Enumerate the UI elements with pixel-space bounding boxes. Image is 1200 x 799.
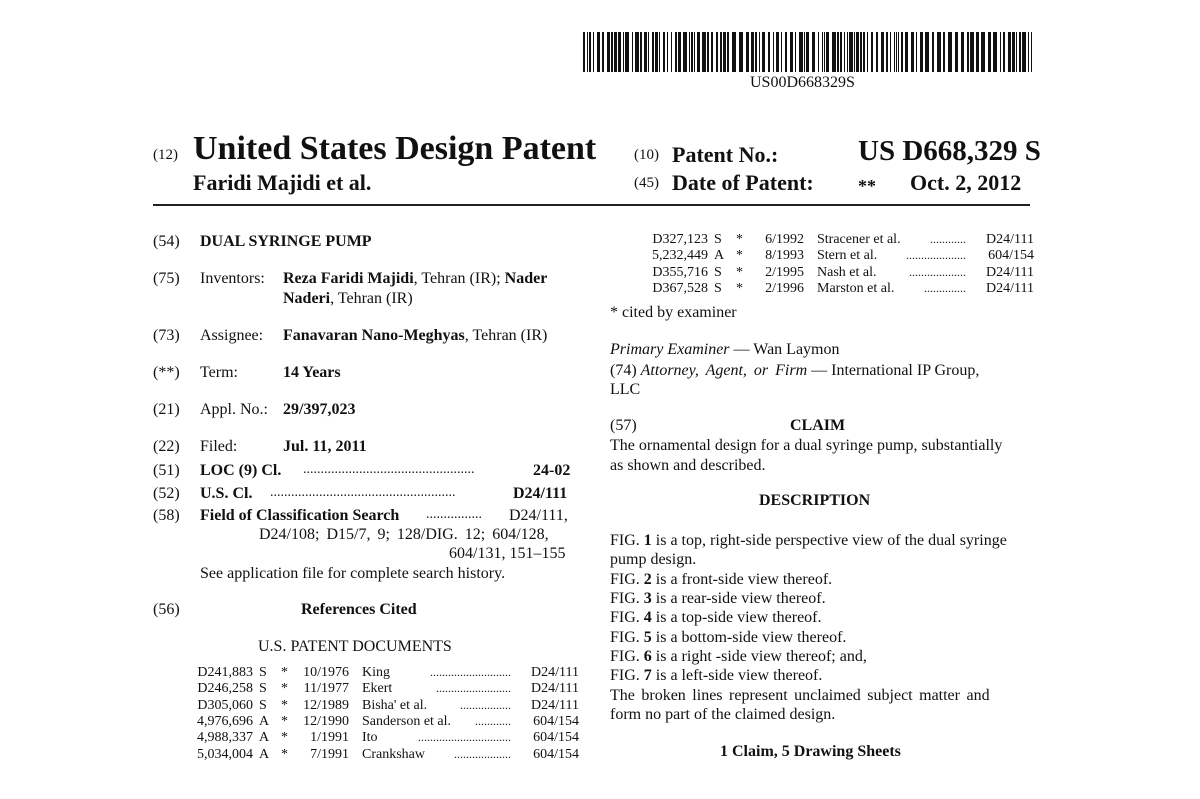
ref-date: 11/1977	[303, 681, 349, 697]
barcode-bar	[675, 32, 677, 72]
barcode-bar	[837, 32, 839, 72]
claim-code: (57)	[610, 417, 637, 434]
ref-name: Bisha' et al.	[362, 697, 428, 713]
barcode-bar	[948, 32, 952, 72]
fig1-line-1: FIG. 1 is a top, right-side perspective view of the dual syringe	[610, 532, 1007, 549]
barcode-bar	[720, 32, 722, 72]
ref-star: *	[736, 248, 743, 264]
barcode-bar	[806, 32, 809, 72]
ref-num: 5,232,449	[652, 248, 708, 264]
ref-date: 10/1976	[303, 665, 349, 680]
barcode-bar	[1003, 32, 1005, 72]
barcode-bar	[955, 32, 958, 72]
claim-heading: CLAIM	[790, 417, 846, 434]
barcode-bar	[876, 32, 878, 72]
barcode-bar	[607, 32, 610, 72]
ref-cls: D24/111	[531, 697, 579, 713]
barcode-bar	[840, 32, 842, 72]
barcode-bar	[896, 32, 897, 72]
ref-kind: S	[259, 681, 267, 697]
barcode-bar	[961, 32, 964, 72]
ref-cls: 604/154	[988, 248, 1034, 264]
ref-dots: ..............	[924, 280, 966, 295]
barcode-bar	[632, 32, 633, 72]
uscl-label: U.S. Cl.	[200, 485, 253, 502]
ref-dots: ............	[475, 713, 511, 728]
ref-num: D367,528	[652, 280, 708, 296]
ref-name: Ito	[362, 730, 378, 746]
broken-lines-2: form no part of the claimed design.	[610, 706, 836, 723]
uscl-code: (52)	[153, 485, 180, 502]
barcode-bar	[755, 32, 757, 72]
barcode-bar	[894, 32, 895, 72]
ref-star: *	[736, 232, 743, 247]
ref-date: 7/1991	[310, 746, 349, 762]
fig7-line: FIG. 7 is a left-side view thereof.	[610, 667, 823, 684]
ref-kind: A	[259, 730, 270, 746]
barcode-bar	[614, 32, 617, 72]
reference-row	[189, 665, 579, 683]
claim-text-1: The ornamental design for a dual syringe pump, substantially	[610, 437, 1003, 454]
barcode-bar	[920, 32, 923, 72]
doc-type-code: (12)	[153, 147, 178, 163]
field-dots: ................	[426, 507, 482, 522]
barcode-bar	[597, 32, 600, 72]
ref-dots: ....................	[906, 248, 966, 263]
filed-code: (22)	[153, 438, 180, 455]
barcode-bar	[652, 32, 654, 72]
barcode-bar	[732, 32, 736, 72]
field-note: See application file for complete search history.	[200, 565, 506, 582]
field-line-2: D24/108; D15/7, 9; 128/DIG. 12; 604/128,	[259, 526, 549, 543]
barcode-bar	[854, 32, 855, 72]
barcode-bar	[768, 32, 770, 72]
barcode-bar	[702, 32, 706, 72]
barcode-bar	[727, 32, 729, 72]
barcode-bar	[723, 32, 726, 72]
barcode-bar	[1019, 32, 1021, 72]
barcode-bar	[785, 32, 787, 72]
barcode-bar	[1022, 32, 1026, 72]
ref-name: Stern et al.	[817, 248, 878, 264]
ref-date: 12/1990	[303, 713, 349, 729]
barcode-bar	[886, 32, 888, 72]
ref-dots: ...............................	[418, 730, 511, 745]
ref-name: Ekert	[362, 681, 393, 697]
ref-date: 2/1995	[765, 264, 804, 280]
ref-num: D327,123	[652, 232, 708, 247]
filed-label: Filed:	[200, 438, 238, 455]
barcode-bar	[804, 32, 805, 72]
ref-dots: .........................	[436, 681, 511, 696]
ref-name: Stracener et al.	[817, 232, 901, 247]
attorney-line-1: (74) Attorney, Agent, or Firm — International IP Group,	[610, 362, 980, 379]
ref-star: *	[281, 665, 288, 680]
inventors-label: Inventors:	[200, 270, 265, 287]
doc-type: United States Design Patent	[193, 130, 597, 167]
ref-name: Sanderson et al.	[362, 713, 452, 729]
barcode-bar	[860, 32, 862, 72]
ref-name: Crankshaw	[362, 746, 425, 762]
ref-num: D241,883	[197, 665, 253, 680]
barcode-bar	[970, 32, 974, 72]
appl-label: Appl. No.:	[200, 401, 268, 418]
header-rule	[153, 204, 1030, 206]
reference-row	[644, 248, 1034, 266]
reference-row	[189, 681, 579, 699]
barcode-bar	[623, 32, 624, 72]
barcode-bar	[640, 32, 642, 72]
cited-note: * cited by examiner	[610, 304, 737, 321]
barcode-bar	[832, 32, 836, 72]
barcode-bar	[943, 32, 945, 72]
barcode-bar	[799, 32, 803, 72]
claims-sheets-footer: 1 Claim, 5 Drawing Sheets	[720, 743, 901, 760]
barcode-bar	[981, 32, 985, 72]
applicant: Faridi Majidi et al.	[193, 170, 372, 195]
title-code: (54)	[153, 233, 180, 250]
barcode-bar	[655, 32, 658, 72]
ref-num: D246,258	[197, 681, 253, 697]
barcode-bar	[847, 32, 848, 72]
references-code: (56)	[153, 601, 180, 618]
fig4-line: FIG. 4 is a top-side view thereof.	[610, 609, 822, 626]
ref-kind: S	[259, 665, 267, 680]
barcode-bar	[602, 32, 604, 72]
ref-num: 4,988,337	[197, 730, 253, 746]
ref-dots: .................	[460, 697, 511, 712]
barcode-bar	[689, 32, 690, 72]
barcode-bar	[716, 32, 718, 72]
barcode-bar	[905, 32, 908, 72]
ref-date: 6/1992	[765, 232, 804, 247]
barcode-bar	[844, 32, 845, 72]
barcode-bar	[776, 32, 779, 72]
ref-cls: D24/111	[986, 280, 1034, 296]
barcode-bar	[683, 32, 687, 72]
ref-cls: D24/111	[986, 264, 1034, 280]
barcode-bar	[790, 32, 793, 72]
barcode-bar	[678, 32, 681, 72]
barcode-bar	[849, 32, 853, 72]
barcode-bar	[898, 32, 899, 72]
ref-name: Nash et al.	[817, 264, 877, 280]
barcode-bar	[711, 32, 713, 72]
barcode-bar	[863, 32, 865, 72]
ref-dots: ...................	[454, 746, 511, 761]
ref-star: *	[736, 280, 743, 296]
barcode-bar	[589, 32, 591, 72]
ref-kind: S	[714, 264, 722, 280]
ref-dots: ............	[930, 232, 966, 246]
barcode-bar	[663, 32, 665, 72]
ref-cls: 604/154	[533, 713, 579, 729]
ref-num: D355,716	[652, 264, 708, 280]
barcode-bar	[691, 32, 693, 72]
ref-name: Marston et al.	[817, 280, 895, 296]
barcode-bar	[818, 32, 819, 72]
reference-row	[644, 265, 1034, 283]
filed-value: Jul. 11, 2011	[283, 438, 367, 455]
barcode-bar	[667, 32, 668, 72]
loc-code: (51)	[153, 462, 180, 479]
ref-kind: S	[714, 232, 722, 247]
reference-row	[189, 698, 579, 716]
references-heading: References Cited	[301, 601, 417, 618]
patent-no-label: Patent No.:	[672, 142, 779, 167]
broken-lines-1: The broken lines represent unclaimed subject matter and	[610, 687, 990, 704]
ref-dots: ...................	[909, 264, 966, 279]
barcode-bar	[694, 32, 695, 72]
barcode-bar	[967, 32, 969, 72]
ref-num: 5,034,004	[197, 746, 253, 762]
term-code: (**)	[153, 364, 180, 381]
barcode-bar	[635, 32, 639, 72]
ref-star: *	[281, 713, 288, 729]
appl-code: (21)	[153, 401, 180, 418]
ref-cls: D24/111	[531, 681, 579, 697]
ref-name: King	[362, 665, 390, 680]
field-label: Field of Classification Search	[200, 507, 400, 524]
ref-date: 2/1996	[765, 280, 804, 296]
loc-dots: .................................................	[303, 462, 475, 477]
inventors-line-1: Reza Faridi Majidi, Tehran (IR); Nader	[283, 270, 548, 287]
uscl-value: D24/111	[513, 485, 568, 502]
patent-title: DUAL SYRINGE PUMP	[200, 233, 372, 250]
reference-row	[189, 714, 579, 732]
barcode-bar	[901, 32, 903, 72]
ref-kind: A	[259, 746, 270, 762]
barcode-bar	[587, 32, 588, 72]
ref-date: 12/1989	[303, 697, 349, 713]
barcode-bar	[648, 32, 649, 72]
barcode-bar	[881, 32, 884, 72]
barcode-bar	[751, 32, 754, 72]
inventors-line-2: Naderi, Tehran (IR)	[283, 290, 413, 307]
ref-star: *	[281, 730, 288, 746]
field-code: (58)	[153, 507, 180, 524]
barcode-bar	[659, 32, 660, 72]
ref-cls: 604/154	[533, 746, 579, 762]
ref-star: *	[281, 681, 288, 697]
ref-cls: D24/111	[531, 665, 579, 680]
barcode-bar	[1012, 32, 1015, 72]
assignee-value: Fanavaran Nano-Meghyas, Tehran (IR)	[283, 327, 548, 344]
field-line-1-end: D24/111,	[509, 507, 568, 524]
ref-kind: A	[714, 248, 725, 264]
inventors-code: (75)	[153, 270, 180, 287]
barcode-bar	[856, 32, 859, 72]
fig2-line: FIG. 2 is a front-side view thereof.	[610, 571, 833, 588]
barcode-bar	[925, 32, 929, 72]
reference-row	[644, 281, 1034, 299]
barcode-bar	[812, 32, 815, 72]
description-heading: DESCRIPTION	[759, 492, 871, 509]
ref-cls: D24/111	[986, 232, 1034, 247]
barcode-bar	[916, 32, 917, 72]
barcode-bar	[937, 32, 941, 72]
primary-examiner: Primary Examiner — Wan Laymon	[610, 341, 840, 358]
barcode-bar	[890, 32, 891, 72]
ref-kind: S	[714, 280, 722, 296]
fig5-line: FIG. 5 is a bottom-side view thereof.	[610, 629, 847, 646]
fig6-line: FIG. 6 is a right -side view thereof; and,	[610, 648, 867, 665]
claim-text-2: as shown and described.	[610, 457, 766, 474]
barcode-bar	[1031, 32, 1032, 72]
date-stars: **	[858, 176, 876, 196]
barcode-bar	[1028, 32, 1029, 72]
barcode-bar	[1000, 32, 1001, 72]
barcode-bar	[759, 32, 760, 72]
patent-date: Oct. 2, 2012	[910, 170, 1022, 195]
references-subheading: U.S. PATENT DOCUMENTS	[258, 638, 452, 655]
barcode-bar	[593, 32, 594, 72]
uscl-dots: .....................................................	[270, 485, 456, 500]
reference-row	[189, 747, 579, 765]
ref-num: D305,060	[197, 697, 253, 713]
barcode-bar	[773, 32, 774, 72]
barcode-number: US00D668329S	[750, 74, 855, 91]
term-label: Term:	[200, 364, 238, 381]
field-line-3: 604/131, 151–155	[449, 545, 566, 562]
ref-star: *	[281, 746, 288, 762]
barcode-bar	[795, 32, 796, 72]
barcode-bar	[976, 32, 979, 72]
barcode-bar	[822, 32, 823, 72]
ref-star: *	[736, 264, 743, 280]
barcode-bar	[1016, 32, 1017, 72]
barcode-bar	[911, 32, 914, 72]
ref-date: 1/1991	[310, 730, 349, 746]
ref-cls: 604/154	[533, 730, 579, 746]
ref-dots: ...........................	[430, 665, 511, 679]
ref-kind: A	[259, 713, 270, 729]
term-value: 14 Years	[283, 364, 341, 381]
barcode-bar	[671, 32, 672, 72]
barcode-bar	[988, 32, 991, 72]
ref-date: 8/1993	[765, 248, 804, 264]
barcode-bar	[762, 32, 765, 72]
loc-value: 24-02	[533, 462, 571, 479]
barcode-bar	[618, 32, 621, 72]
barcode-bar	[1008, 32, 1011, 72]
barcode-bar	[739, 32, 743, 72]
ref-kind: S	[259, 697, 267, 713]
date-code: (45)	[634, 175, 659, 191]
ref-star: *	[281, 697, 288, 713]
fig1-line-2: pump design.	[610, 551, 697, 568]
barcode-bar	[746, 32, 749, 72]
reference-row	[644, 232, 1034, 250]
barcode-bar	[993, 32, 997, 72]
barcode-bar	[826, 32, 829, 72]
barcode-bar	[583, 32, 585, 72]
assignee-code: (73)	[153, 327, 180, 344]
attorney-line-2: LLC	[610, 381, 641, 398]
ref-num: 4,976,696	[197, 713, 253, 729]
appl-value: 29/397,023	[283, 401, 356, 418]
patent-number: US D668,329 S	[858, 135, 1041, 167]
assignee-label: Assignee:	[200, 327, 264, 344]
barcode-bar	[697, 32, 700, 72]
barcode-bar	[781, 32, 782, 72]
patent-no-code: (10)	[634, 147, 659, 163]
barcode	[583, 32, 1033, 72]
loc-label: LOC (9) Cl.	[200, 462, 282, 479]
date-label: Date of Patent:	[672, 170, 814, 195]
fig3-line: FIG. 3 is a rear-side view thereof.	[610, 590, 826, 607]
barcode-bar	[707, 32, 709, 72]
barcode-bar	[871, 32, 873, 72]
reference-row	[189, 730, 579, 748]
barcode-bar	[625, 32, 629, 72]
barcode-bar	[611, 32, 613, 72]
barcode-bar	[867, 32, 868, 72]
barcode-bar	[932, 32, 934, 72]
barcode-bar	[644, 32, 647, 72]
barcode-bar	[824, 32, 825, 72]
